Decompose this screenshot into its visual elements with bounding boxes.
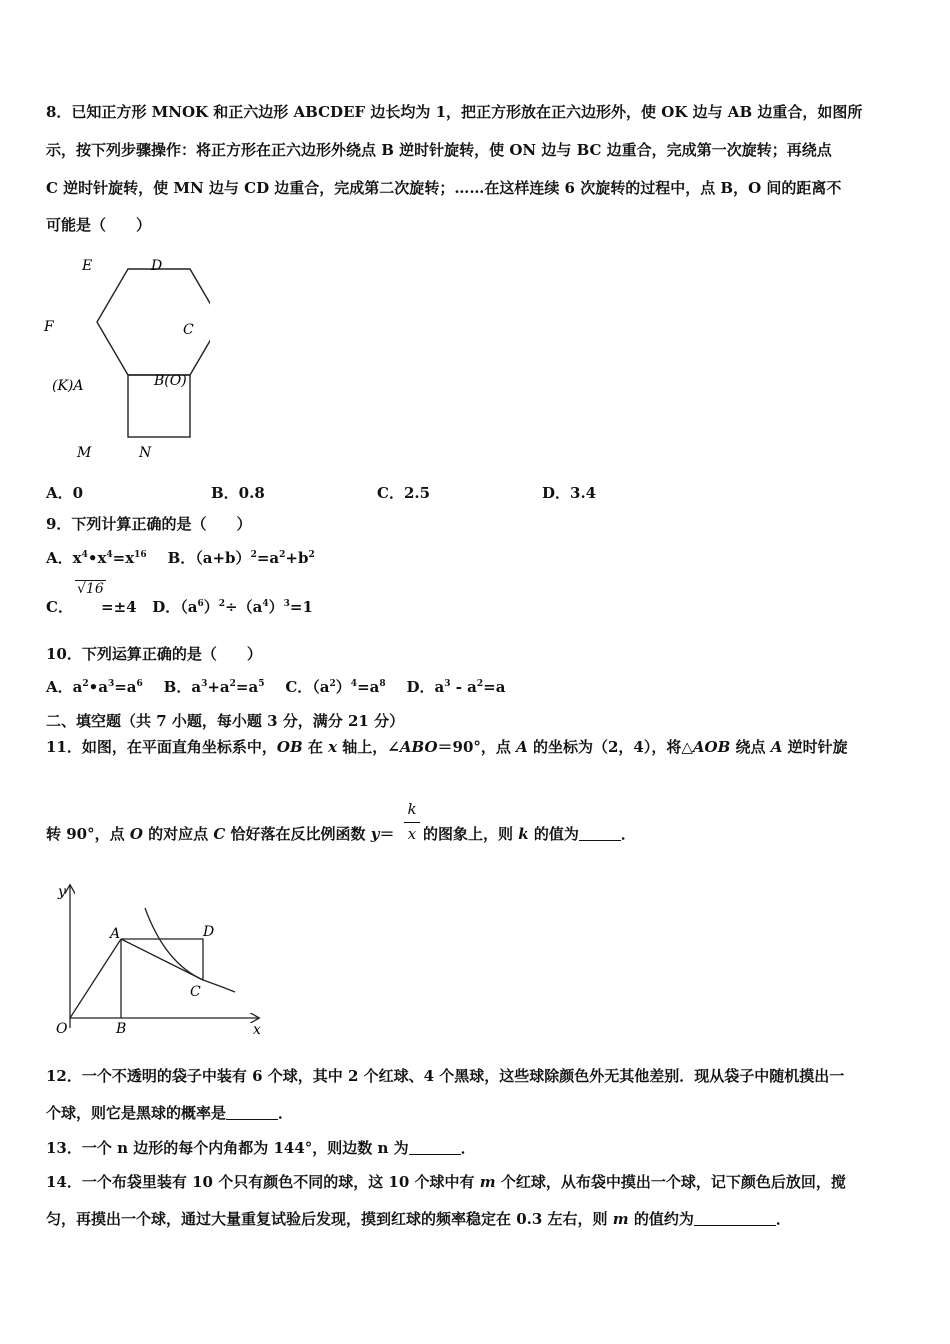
label-KA: (K)A — [52, 378, 84, 394]
label-x: x — [253, 1022, 261, 1038]
q8-option-b: B．0.8 — [211, 484, 265, 502]
label-C: C — [183, 322, 194, 338]
q8-option-a: A．0 — [46, 484, 84, 502]
hyperbola-curve — [145, 908, 235, 992]
coordinate-figure — [40, 878, 270, 1040]
q14-line-2: 匀，再摸出一个球，通过大量重复试验后发现，摸到红球的频率稳定在 0.3 左右，则 m 的值约为 ． — [46, 1210, 791, 1228]
q11-line-1: 11．如图，在平面直角坐标系中，OB 在 x 轴上，∠ABO＝90°，点 A 的坐标为（2，4），将△AOB 绕点 A 逆时针旋 — [46, 738, 848, 756]
answer-blank-q14[interactable] — [694, 1211, 776, 1226]
q8-line-4: 可能是（ ） — [46, 216, 152, 234]
fraction-numerator: k — [407, 800, 417, 818]
q8-option-c: C．2.5 — [377, 484, 431, 502]
q13-line: 13．一个 n 边形的每个内角都为 144°，则边数 n 为 ． — [46, 1139, 476, 1157]
fraction-k-over-x — [404, 800, 420, 843]
label-y: y — [58, 884, 66, 900]
q11-line-2-right: 的图象上，则 k 的值为 ． — [423, 825, 636, 843]
q8-line-1: 8．已知正方形 MNOK 和正六边形 ABCDEF 边长均为 1，把正方形放在正六边形外，使 OK 边与 AB 边重合，如图所 — [46, 103, 863, 121]
q11-line-2-left: 转 90°，点 O 的对应点 C 恰好落在反比例函数 y＝ — [46, 825, 395, 843]
answer-blank-q11[interactable] — [579, 826, 621, 841]
q9-options-ab: A．$x^4•x^4=x^{16}$ B．$(a+b)^2=a^2+b^2$ — [46, 549, 315, 567]
q9-options-cd: =±4 D．$(a^6)^2\div(a^4)^3=1$ — [101, 598, 313, 616]
label-BO: B(O) — [154, 373, 187, 389]
label-E: E — [82, 258, 93, 274]
hexagon-square-figure — [40, 250, 210, 465]
q9-sqrt-16: √16 — [77, 581, 104, 597]
section-2-heading: 二、填空题（共 7 小题，每小题 3 分，满分 21 分） — [46, 712, 405, 730]
answer-blank-q12[interactable] — [226, 1105, 278, 1120]
q10-options: A．$a^2•a^3=a^6$ B．$a^3+a^2=a^5$ C．$(a^2)^4=a^8$ D．$a^3 - a^2=a$ — [46, 678, 506, 696]
q14-line-1: 14．一个布袋里装有 10 个只有颜色不同的球，这 10 个球中有 m 个红球，从布袋中摸出一个球，记下颜色后放回，搅 — [46, 1173, 846, 1191]
label-O: O — [56, 1021, 68, 1037]
label-N: N — [139, 445, 152, 461]
q9-option-c-prefix: C． — [46, 598, 73, 616]
segment-OA — [70, 939, 121, 1018]
q9-stem: 9．下列计算正确的是（ ） — [46, 515, 252, 533]
label-C: C — [190, 984, 201, 1000]
label-M: M — [77, 445, 92, 461]
label-D: D — [203, 924, 215, 940]
fraction-denominator: x — [404, 822, 420, 843]
q8-option-d: D．3.4 — [542, 484, 597, 502]
q12-line-2: 个球，则它是黑球的概率是 ． — [46, 1104, 294, 1122]
q8-line-2: 示，按下列步骤操作：将正方形在正六边形外绕点 B 逆时针旋转，使 ON 边与 BC 边重合，完成第一次旋转；再绕点 — [46, 141, 832, 159]
q12-line-1: 12．一个不透明的袋子中装有 6 个球，其中 2 个红球、4 个黑球，这些球除颜色外无其他差别．现从袋子中随机摸出一 — [46, 1067, 845, 1085]
label-A: A — [110, 926, 121, 942]
label-D: D — [151, 258, 163, 274]
answer-blank-q13[interactable] — [409, 1140, 461, 1155]
q10-stem: 10．下列运算正确的是（ ） — [46, 645, 262, 663]
label-F: F — [44, 319, 54, 335]
label-B: B — [116, 1021, 127, 1037]
q8-line-3: C 逆时针旋转，使 MN 边与 CD 边重合，完成第二次旋转；……在这样连续 6 次旋转的过程中，点 B，O 间的距离不 — [46, 179, 842, 197]
